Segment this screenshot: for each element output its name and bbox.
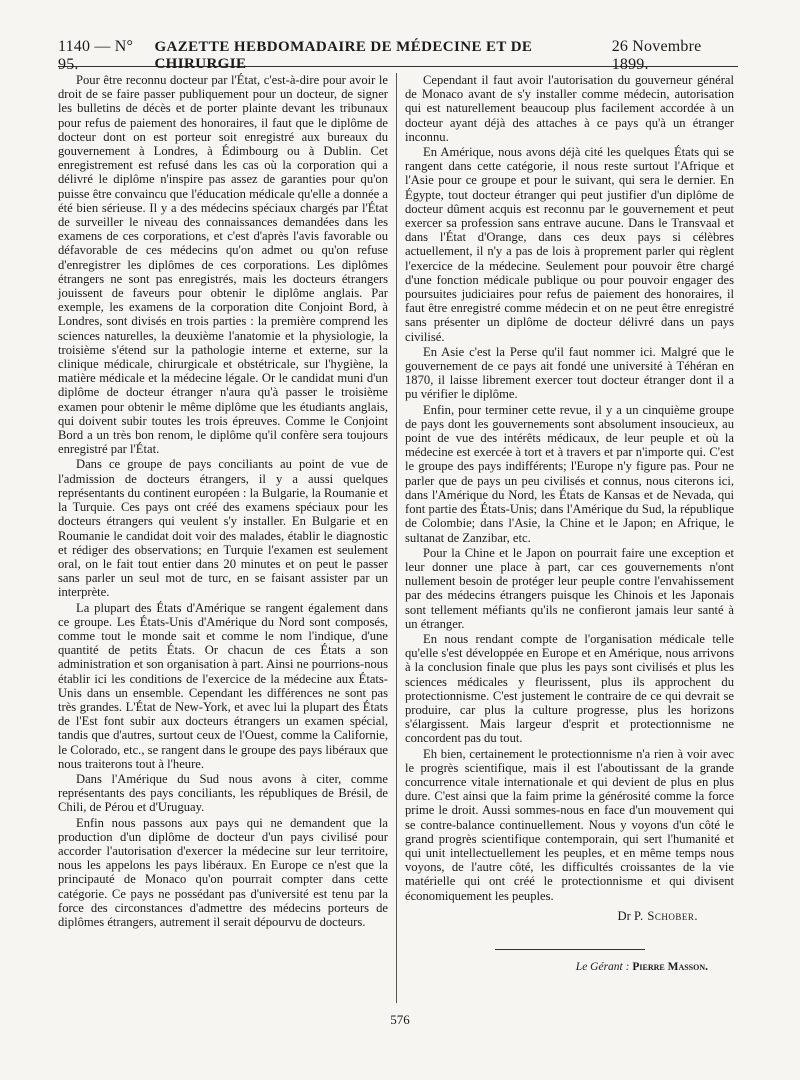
gerant-label: Le Gérant : [575, 960, 630, 973]
paragraph: En nous rendant compte de l'organisation médicale telle qu'elle s'est développée en Europe et en Amérique, nous arrivons à la conclusion finale que plus les pays sont civilisés et plus les sciences médicales y fleurissent, plus ils approchent du protectionnisme. C'est justement le contraire de ce qui devrait se produire, car plus la culture progresse, plus les horizons s'élargissent. Mais largeur d'esprit et protectionnisme ne concordent pas du tout. [405, 631, 734, 746]
page-number-issue: 1140 — N° 95. [58, 38, 134, 73]
gerant-name: Pierre Masson. [632, 960, 708, 973]
author-signature [405, 909, 734, 923]
running-header [58, 38, 738, 73]
right-column [396, 73, 734, 1003]
paragraph: Dans l'Amérique du Sud nous avons à citer, comme représentants des pays conciliants, les républiques de Brésil, de Chili, de Pérou et d'Uruguay. [58, 771, 388, 815]
paragraph: En Asie c'est la Perse qu'il faut nommer ici. Malgré que le gouvernement de ce pays ait fondé une université à Téhéran en 1870, il laisse librement exercer tout docteur étranger dont il a pu vérifier le diplôme. [405, 344, 734, 402]
paragraph: Eh bien, certainement le protectionnisme n'a rien à voir avec le progrès scientifique, mais il est l'aboutissant de la grande concurrence vitale internationale et qui devient de plus en plus dure. C'est ainsi que la faim prime la générosité comme la force prime le droit. Aussi sommes-nous en face d'un mouvement qui se contre-balance continuellement. Nous y voyons d'un côté le grand progrès scientifique contemporain, qui sert l'humanité et qui unit intellectuellement les peuples, et en même temps nous voyons, de l'autre côté, les difficultés croissantes de la vie matérielle qui ont créé le protectionnisme et qui divisent économiquement les peuples. [405, 746, 734, 903]
text-columns [58, 73, 738, 1003]
signature-rule [495, 949, 645, 950]
journal-title: GAZETTE HEBDOMADAIRE DE MÉDECINE ET DE CHIRURGIE [154, 39, 533, 72]
left-column [58, 73, 396, 1003]
paragraph: Dans ce groupe de pays conciliants au point de vue de l'admission de docteurs étrangers, il y a aussi quelques représentants du continent européen : la Bulgarie, la Roumanie et la Turquie. Ces pays ont créé des examens spéciaux pour les docteurs étrangers qui veulent s'y installer. En Bulgarie et en Roumanie le candidat doit voir des malades, établir le diagnostic et rédiger des observations; en Turquie l'examen est seulement oral, on le fait tout entier dans 20 minutes et on peut le passer sans parler un seul mot de turc, en se faisant assister par un interprète. [58, 457, 388, 600]
paragraph: La plupart des États d'Amérique se rangent également dans ce groupe. Les États-Unis d'Amérique du Nord sont composés, comme tout le monde sait et comme le nom l'indique, d'une quantité de petits États. Or chacun de ces États a son administration et son organisation à part. Ainsi ne pourrions-nous établir ici les conditions de l'exercice de la médecine aux États-Unis dans un ensemble. Cependant les différences ne sont pas très grandes. L'État de New-York, et avec lui la plupart des États de l'Est font subir aux docteurs étrangers un examen spécial, tandis que d'autres, surtout ceux de l'Ouest, comme la Californie, le Colorado, etc., se rangent dans le groupe des pays libéraux que nous traiterons tout à l'heure. [58, 600, 388, 771]
paragraph: Pour la Chine et le Japon on pourrait faire une exception et leur donner une place à part, car ces gouvernements n'ont nullement besoin de protéger leur peuple contre l'envahissement par des médecins étrangers puisque les Chinois et les Japonais sont tellement méfiants qu'ils ne confieront jamais leur santé à un étranger. [405, 545, 734, 631]
paragraph: En Amérique, nous avons déjà cité les quelques États qui se rangent dans cette catégorie, il nous reste surtout l'Afrique et l'Asie pour ce groupe et pour le suivant, qui sera le dernier. En Égypte, tout docteur étranger qui peut justifier d'un diplôme de docteur dûment acquis est reconnu par le gouvernement et peut exercer sa profession sans entrave aucune. Dans le Transvaal et dans l'État d'Orange, dans ces deux pays si célèbres actuellement, il n'y a pas de lois à proprement parler qui règlent l'exercice de la médecine. Seulement pour pouvoir être chargé d'une fonction médicale publique ou pour pouvoir engager des poursuites judiciaires pour refus de paiement des honoraires, il faut être enregistré comme médecin et on ne peut être enregistré sans présenter un diplôme de docteur délivré dans un pays civilisé. [405, 145, 734, 344]
issue-date: 26 Novembre 1899. [611, 38, 702, 73]
paragraph: Enfin, pour terminer cette revue, il y a un cinquième groupe de pays dont les gouvernements sont absolument insoucieux, au point de vue des intérêts médicaux, de leur peuple et où la médecine est exercée à tort et à travers et par n'importe qui. C'est le groupe des pays indifférents; l'Europe n'y figure pas. Pour ne parler que de pays un peu civilisés et connus, nous citerons ici, dans l'Amérique du Nord, les États de Kansas et de Nevada, qui font partie des États-Unis; dans l'Amérique du Sud, la république de Colombie; dans l'Asie, la Chine et le Japon; en Afrique, le sultanat de Zanzibar, etc. [405, 402, 734, 545]
signature-prefix: Dr [617, 908, 631, 923]
signature-name: P. Schober. [633, 908, 698, 923]
gerant-line [405, 960, 734, 974]
paragraph: Pour être reconnu docteur par l'État, c'est-à-dire pour avoir le droit de se faire passer publiquement pour un docteur, de signer les bulletins de décès et de porter plainte devant les tribunaux pour refus de paiement des honoraires, il faut que le diplôme de docteur dont on est porteur soit enregistré aux bureaux du gouvernement à Londres, à Édimbourg ou à Dublin. Cet enregistrement est refusé dans les cas où la corporation qui a délivré le diplôme n'inspire pas assez de garanties pour qu'on puisse être convaincu que l'éducation médicale qu'elle a donnée a été bien sérieuse. Il y a des médecins spéciaux chargés par l'État de surveiller le niveau des connaissances demandées dans les examens de ces corporations, et c'est d'après l'avis favorable ou défavorable de ces médecins qu'on admet ou qu'on refuse d'enregistrer les diplômes de ces corporations. Les diplômes étrangers ne sont pas enregistrés, mais les docteurs étrangers jouissent de faveurs pour obtenir le diplôme anglais. Par exemple, les examens de la corporation dite Conjoint Bord, à Londres, sont divisés en trois parties : la première comprend les sciences naturelles, la deuxième l'anatomie et la physiologie, la troisième s'étend sur la pathologie interne et externe, sur la clinique médicale, chirurgicale et obstétricale, sur l'hygiène, la matière médicale et la médecine légale. Or le candidat muni d'un diplôme de docteur étranger n'aura qu'à passer le troisième examen pour obtenir le même diplôme que les étudiants anglais, qui doivent subir toutes les trois épreuves. Comme le Conjoint Bord a un très bon renom, le diplôme qu'il confère sera toujours enregistré par l'État. [58, 73, 388, 457]
paragraph: Cependant il faut avoir l'autorisation du gouverneur général de Monaco avant de s'y installer comme médecin, autorisation qui est naturellement beaucoup plus facilement accordée à un docteur ayant déjà des attaches à ce pays qu'à un étranger inconnu. [405, 73, 734, 144]
paragraph: Enfin nous passons aux pays qui ne demandent que la production d'un diplôme de docteur d'un pays civilisé pour accorder l'autorisation d'exercer la médecine sur leur territoire, nous les appelons les pays libéraux. En Europe ce n'est que la principauté de Monaco qu'on pourrait compter dans cette catégorie. Ce pays ne possédant pas d'université est tenu par la force des circonstances d'admettre des médecins porteurs de diplômes étrangers, autrement il serait dépourvu de docteurs. [58, 815, 388, 929]
folio-number: 576 [390, 1012, 410, 1027]
